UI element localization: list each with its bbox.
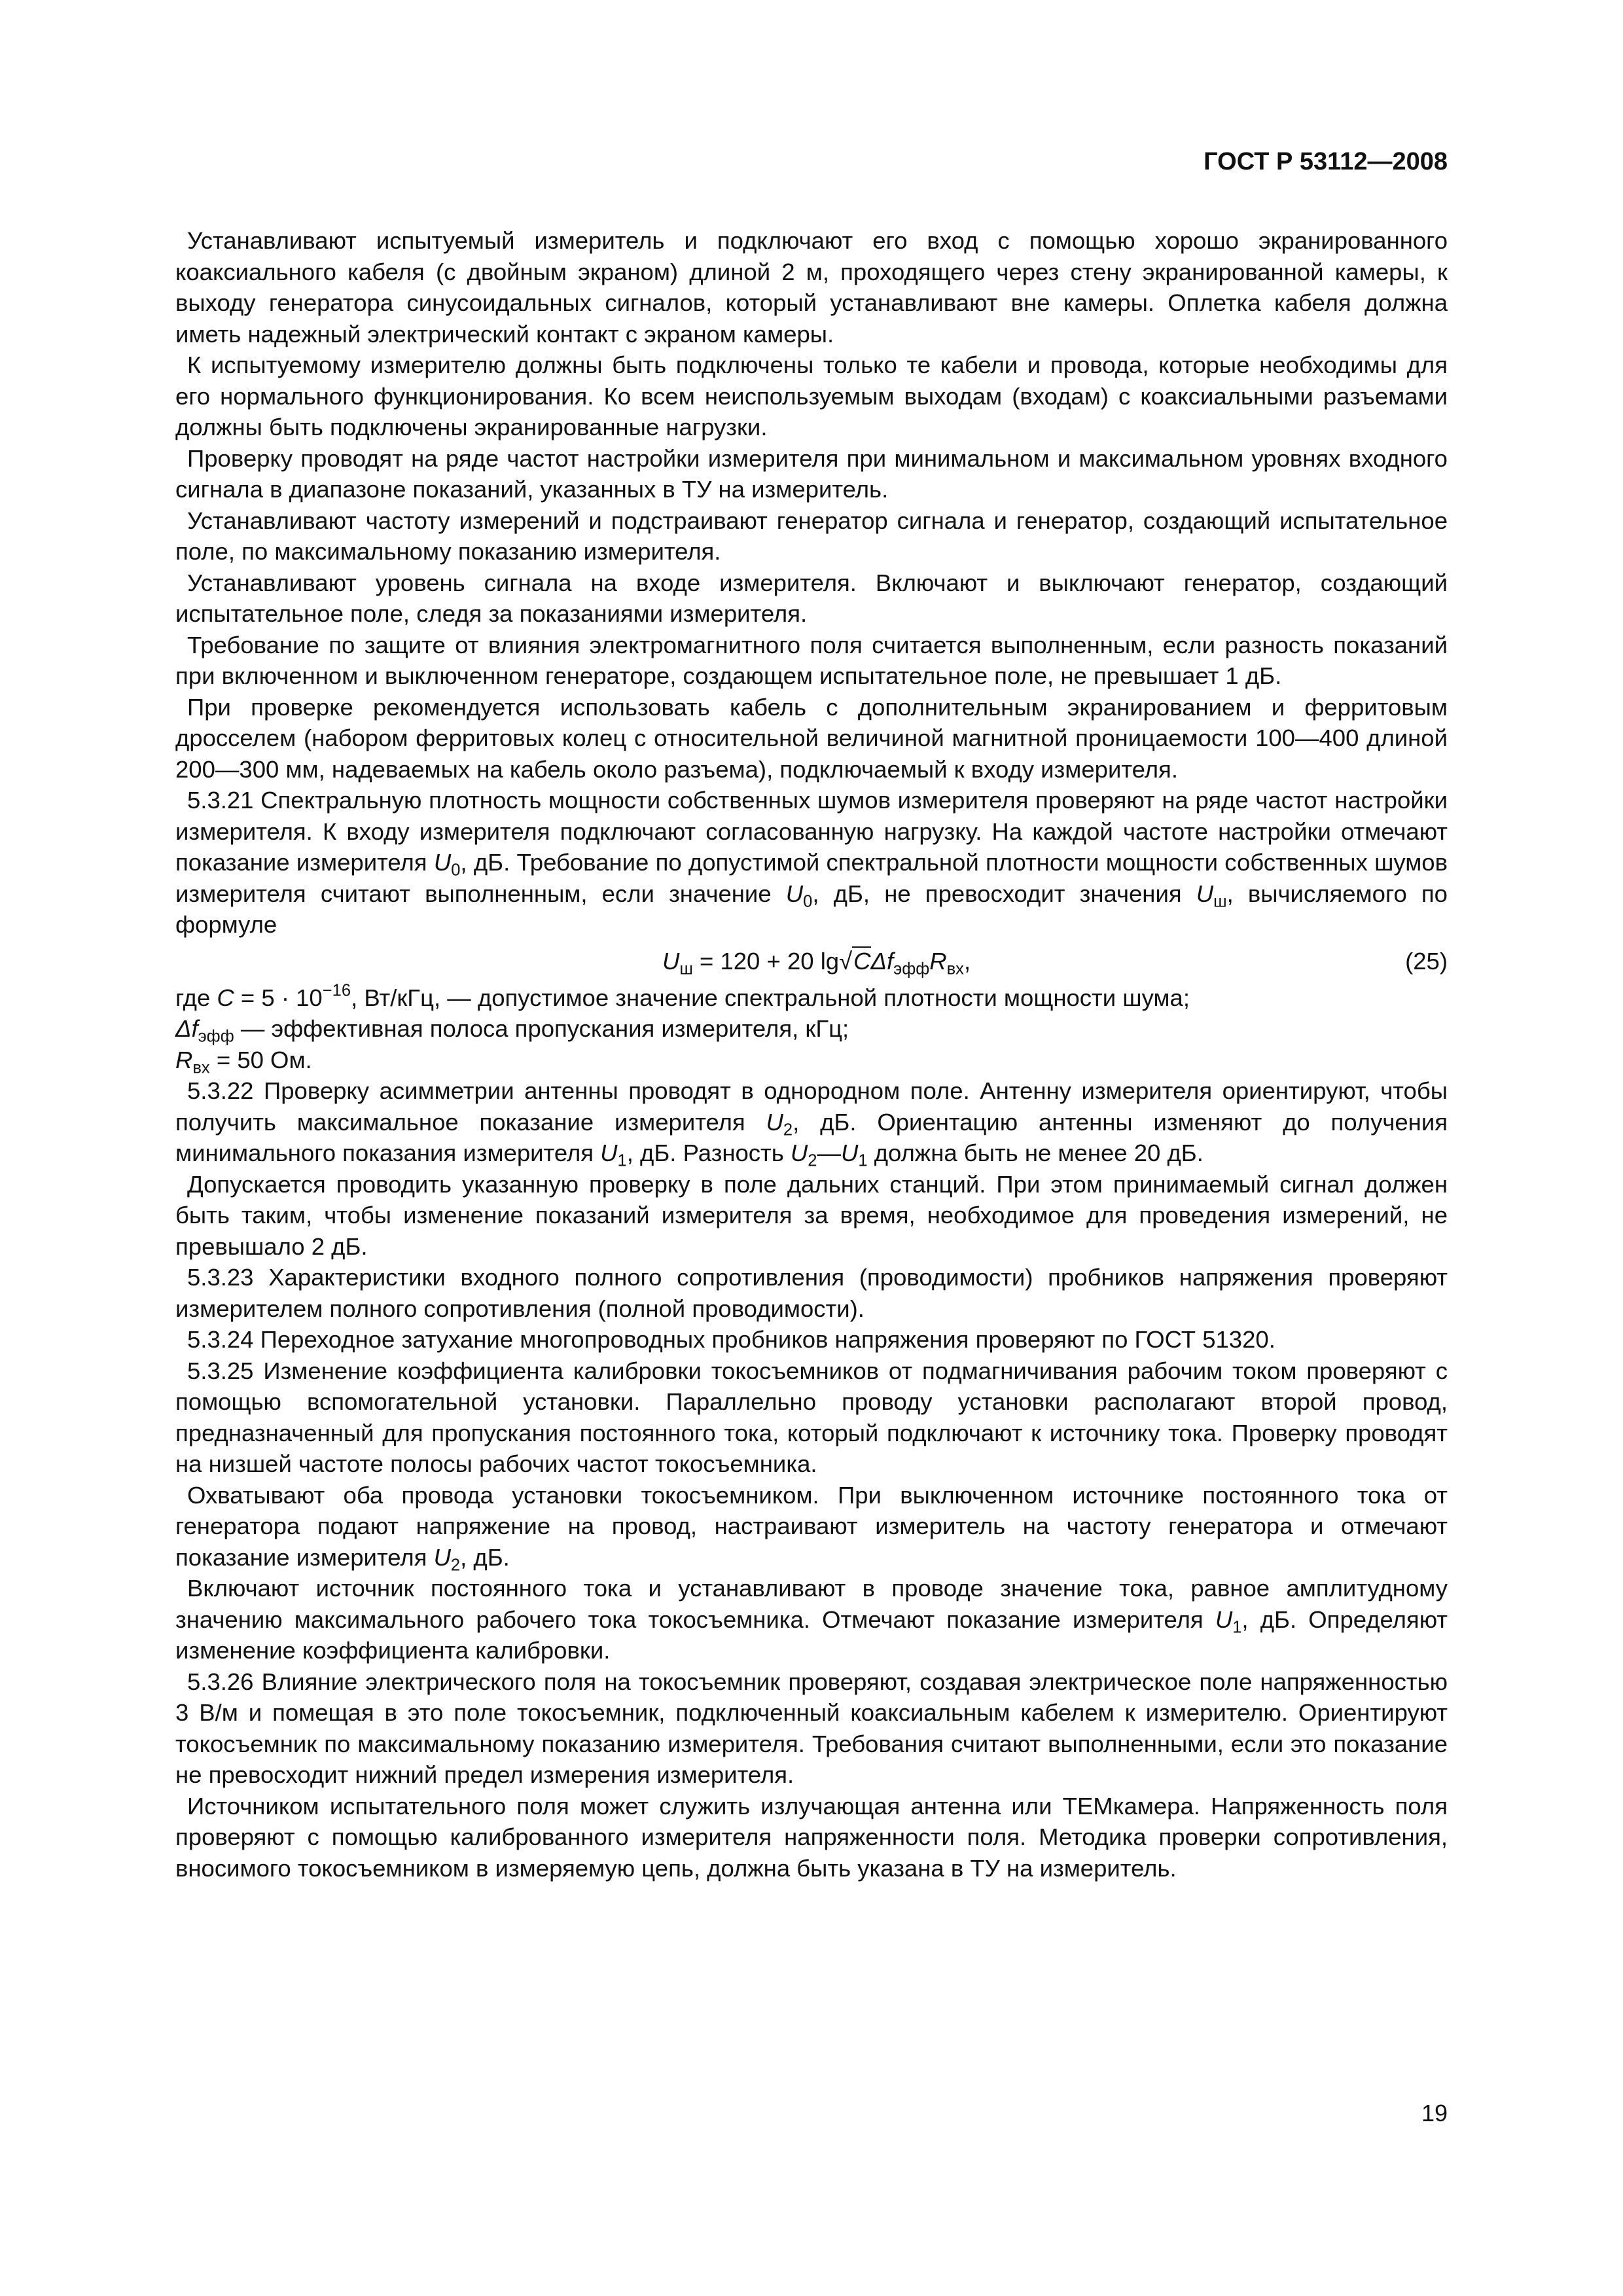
- section-5-3-25: 5.3.25 Изменение коэффициента калибровки токосъемников от подмагничивания рабочим током проверяют с помощью вспомогательной установки. Параллельно проводу установки располагают второй провод, предназначенный для пропускания постоянного тока, который подключают к источнику тока. Проверку проводят на низшей частоте полосы рабочих частот токосъемника.: [175, 1357, 1448, 1477]
- paragraph: Охватывают оба провода установки токосъемником. При выключенном источнике постоянного тока от генератора подают напряжение на провод, настраивают измеритель на частоту генератора и отмечают показание измерителя $U_2$, дБ.: [175, 1481, 1448, 1575]
- paragraph: Допускается проводить указанную проверку в поле дальних станций. При этом принимаемый сигнал должен быть таким, чтобы изменение показаний измерителя за время, необходимое для проведения измерений, не превышало 2 дБ.: [175, 1170, 1448, 1260]
- page-body: [175, 225, 1448, 1884]
- paragraph: Требование по защите от влияния электромагнитного поля считается выполненным, если разность показаний при включенном и выключенном генераторе, создающем испытательное поле, не превышает 1 дБ.: [175, 631, 1448, 689]
- page-number: 19: [1421, 2100, 1448, 2126]
- formula-def-bandwidth: $\Delta f_{эфф}$ — эффективная полоса пропускания измерителя, кГц;: [175, 1015, 849, 1046]
- formula-where-line: где $C = 5 \cdot 10^{-16}$, Вт/кГц, — допустимое значение спектральной плотности мощности шума;: [175, 981, 1190, 1011]
- paragraph: Включают источник постоянного тока и устанавливают в проводе значение тока, равное амплитудному значению максимального рабочего тока токосъемника. Отмечают показание измерителя $U_1$, дБ. Определяют изменение коэффициента калибровки.: [175, 1575, 1448, 1664]
- section-5-3-24: 5.3.24 Переходное затухание многопроводных пробников напряжения проверяют по ГОСТ 51320.: [187, 1326, 1275, 1353]
- section-5-3-22: 5.3.22 Проверку асимметрии антенны проводят в однородном поле. Антенну измерителя ориентируют, чтобы получить максимальное показание измерителя $U_2$, дБ. Ориентацию антенны изменяют до получения минимального показания измерителя $U_1$, дБ. Разность $U_2—U_1$ должна быть не менее 20 дБ.: [175, 1077, 1448, 1170]
- paragraph: Проверку проводят на ряде частот настройки измерителя при минимальном и максимальном уровнях входного сигнала в диапазоне показаний, указанных в ТУ на измеритель.: [175, 444, 1448, 503]
- paragraph: Устанавливают уровень сигнала на входе измерителя. Включают и выключают генератор, создающий испытательное поле, следя за показаниями измерителя.: [175, 569, 1448, 627]
- formula-expression: $U_ш = 120 + 20$ $\lg√C\Delta f_{эфф}R_{вх}$,: [662, 947, 971, 978]
- formula-number: (25): [1405, 947, 1448, 975]
- section-5-3-26: 5.3.26 Влияние электрического поля на токосъемник проверяют, создавая электрическое поле напряженностью 3 В/м и помещая в это поле токосъемник, подключенный коаксиальным кабелем к измерителю. Ориентируют токосъемник по максимальному показанию измерителя. Требования считают выполненными, если это показание не превосходит нижний предел измерения измерителя.: [175, 1668, 1448, 1788]
- section-5-3-23: 5.3.23 Характеристики входного полного сопротивления (проводимости) пробников напряжения проверяют измерителем полного сопротивления (полной проводимости).: [175, 1264, 1448, 1322]
- paragraph: Устанавливают частоту измерений и подстраивают генератор сигнала и генератор, создающий испытательное поле, по максимальному показанию измерителя.: [175, 507, 1448, 565]
- section-5-3-21: 5.3.21 Спектральную плотность мощности собственных шумов измерителя проверяют на ряде частот настройки измерителя. К входу измерителя подключают согласованную нагрузку. На каждой частоте настройки отмечают показание измерителя $U_0$, дБ. Требование по допустимой спектральной плотности мощности собственных шумов измерителя считают выполненным, если значение $U_0$, дБ, не превосходит значения $U_ш$, вычисляемого по формуле: [175, 787, 1448, 938]
- paragraph: Устанавливают испытуемый измеритель и подключают его вход с помощью хорошо экранированного коаксиального кабеля (с двойным экраном) длиной 2 м, проходящего через стену экранированной камеры, к выходу генератора синусоидальных сигналов, который устанавливают вне камеры. Оплетка кабеля должна иметь надежный электрический контакт с экраном камеры.: [175, 227, 1448, 348]
- paragraph: При проверке рекомендуется использовать кабель с дополнительным экранированием и ферритовым дросселем (набором ферритовых колец с относительной величиной магнитной проницаемости 100—400 длиной 200—300 мм, надеваемых на кабель около разъема), подключаемый к входу измерителя.: [175, 693, 1448, 783]
- paragraph: К испытуемому измерителю должны быть подключены только те кабели и провода, которые необходимы для его нормального функционирования. Ко всем неиспользуемым выходам (входам) с коаксиальными разъемами должны быть подключены экранированные нагрузки.: [175, 351, 1448, 440]
- document-header: [1204, 148, 1448, 176]
- paragraph: Источником испытательного поля может служить излучающая антенна или ТЕМкамера. Напряженность поля проверяют с помощью калиброванного измерителя напряженности поля. Методика проверки сопротивления, вносимого токосъемником в измеряемую цепь, должна быть указана в ТУ на измеритель.: [175, 1792, 1448, 1882]
- formula-def-resistance: $R_{вх} = 50$ Ом.: [175, 1046, 312, 1077]
- standard-id: ГОСТ Р 53112—2008: [1204, 148, 1448, 175]
- formula-25: [175, 942, 1448, 981]
